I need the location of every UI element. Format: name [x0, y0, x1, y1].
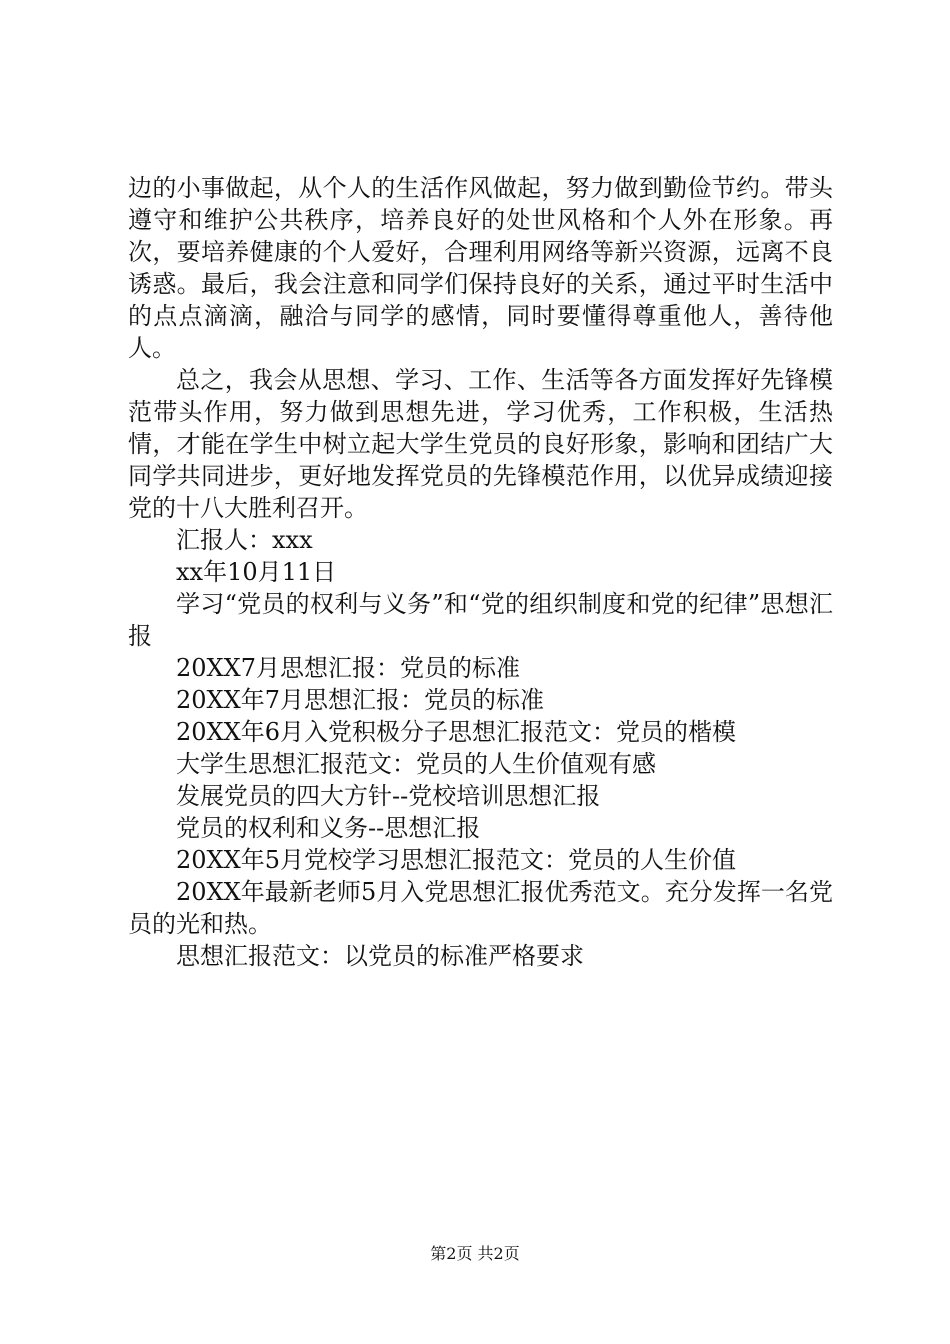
related-link-9: 20XX年最新老师5月入党思想汇报优秀范文。充分发挥一名党员的光和热。 — [128, 878, 833, 938]
related-link-7: 党员的权利和义务--思想汇报 — [176, 814, 481, 842]
related-link-6: 发展党员的四大方针--党校培训思想汇报 — [176, 782, 601, 810]
related-link-4: 20XX年6月入党积极分子思想汇报范文：党员的楷模 — [176, 718, 736, 746]
page-footer: 第2页 共2页 — [430, 1244, 520, 1263]
related-link-10: 思想汇报范文：以党员的标准严格要求 — [176, 942, 584, 970]
date-line: xx年10月11日 — [176, 558, 337, 586]
related-link-1: 学习“党员的权利与义务”和“党的组织制度和党的纪律”思想汇报 — [128, 590, 833, 650]
related-link-5: 大学生思想汇报范文：党员的人生价值观有感 — [176, 750, 656, 778]
reporter-line: 汇报人：xxx — [176, 526, 313, 554]
paragraph-continuation: 边的小事做起，从个人的生活作风做起，努力做到勤俭节约。带头遵守和维护公共秩序，培养良好的处世风格和个人外在形象。再次，要培养健康的个人爱好，合理利用网络等新兴资源，远离不良诱惑。最后，我会注意和同学们保持良好的关系，通过平时生活中的点点滴滴，融洽与同学的感情，同时要懂得尊重他人，善待他人。 — [128, 174, 833, 362]
related-link-8: 20XX年5月党校学习思想汇报范文：党员的人生价值 — [176, 846, 736, 874]
related-link-2: 20XX7月思想汇报：党员的标准 — [176, 654, 520, 682]
related-link-3: 20XX年7月思想汇报：党员的标准 — [176, 686, 544, 714]
paragraph-summary: 总之，我会从思想、学习、工作、生活等各方面发挥好先锋模范带头作用，努力做到思想先进，学习优秀，工作积极，生活热情，才能在学生中树立起大学生党员的良好形象，影响和团结广大同学共同进步，更好地发挥党员的先锋模范作用，以优异成绩迎接党的十八大胜利召开。 — [128, 366, 833, 522]
document-body — [128, 172, 833, 972]
